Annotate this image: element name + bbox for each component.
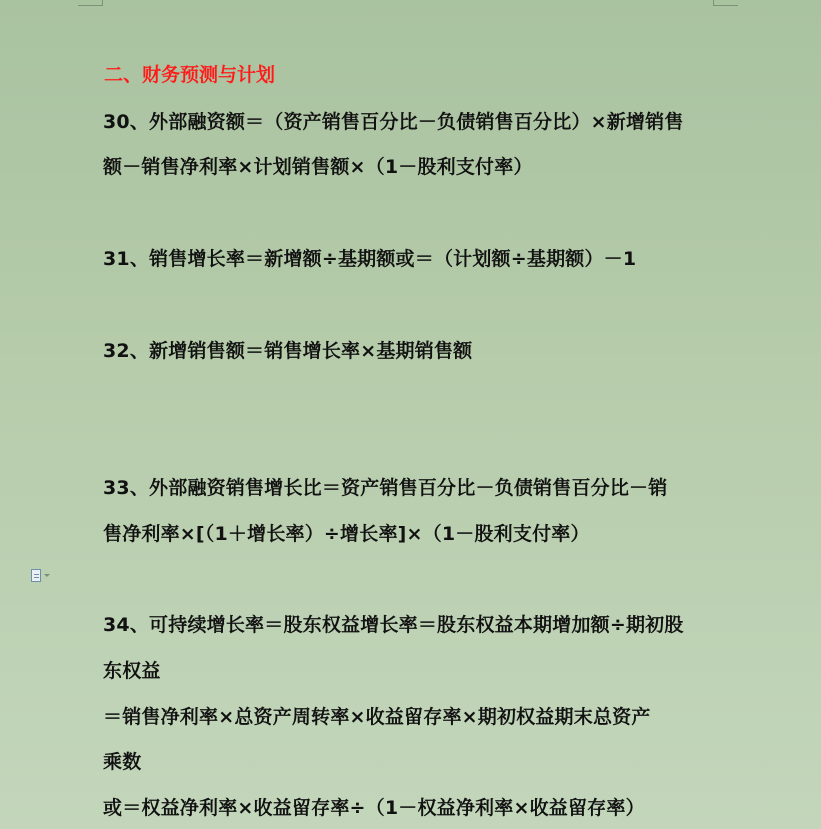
chevron-down-icon <box>44 574 50 577</box>
formula-34-line-2: 东权益 <box>103 660 161 682</box>
formula-31-line: 31、销售增长率＝新增额÷基期额或＝（计划额÷基期额）－1 <box>103 248 637 270</box>
formula-34-line-1: 34、可持续增长率＝股东权益增长率＝股东权益本期增加额÷期初股 <box>103 614 684 636</box>
formula-34-line-3: ＝销售净利率×总资产周转率×收益留存率×期初权益期末总资产 <box>103 706 651 728</box>
formula-30-line-1: 30、外部融资额＝（资产销售百分比－负债销售百分比）×新增销售 <box>103 111 684 133</box>
document-anchor-icon[interactable] <box>31 567 57 583</box>
formula-33-line-2: 售净利率×[（1＋增长率）÷增长率]×（1－股利支付率） <box>103 523 590 545</box>
formula-32-line: 32、新增销售额＝销售增长率×基期销售额 <box>103 340 473 362</box>
formula-33-line-1: 33、外部融资销售增长比＝资产销售百分比－负债销售百分比－销 <box>103 477 668 499</box>
margin-corner-mark-left <box>78 0 103 6</box>
formula-34-line-5: 或＝权益净利率×收益留存率÷（1－权益净利率×收益留存率） <box>103 797 645 819</box>
margin-corner-mark-right <box>713 0 738 6</box>
doc-icon <box>31 569 41 582</box>
section-heading: 二、财务预测与计划 <box>104 64 276 86</box>
formula-30-line-2: 额－销售净利率×计划销售额×（1－股利支付率） <box>103 156 533 178</box>
formula-34-line-4: 乘数 <box>103 751 142 773</box>
